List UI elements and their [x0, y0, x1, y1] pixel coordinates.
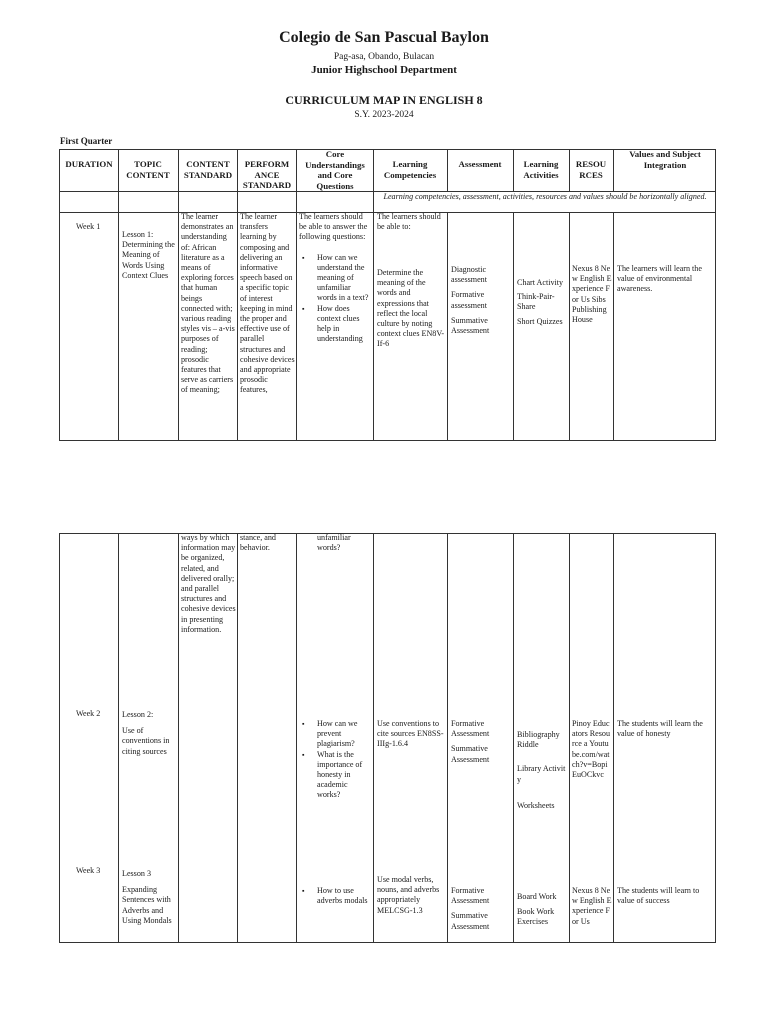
week3-core [299, 886, 371, 906]
week2-core-question: ▪ How can we prevent plagiarism? [299, 719, 371, 750]
week2-activity-item: Library Activity [517, 764, 566, 784]
col-header-core: Core Understandings and Core Questions [305, 149, 365, 191]
week1-assessment-item: Formative assessment [451, 290, 487, 310]
week2-resources: Pinoy Educators Resource a Youtube.com/watch?v=BopiEuOCkvc [572, 719, 610, 780]
week1-activity-item: Short Quizzes [517, 316, 563, 326]
week2-core-question: ▪ What is the importance of honesty in academic works? [299, 750, 371, 801]
cont-performance-standard: stance, and behavior. [240, 533, 276, 553]
week1-assessment-item: Diagnostic assessment [451, 265, 487, 285]
week2-assessment-item: Summative Assessment [451, 744, 490, 764]
week2-activity-item: Bibliography Riddle [517, 730, 560, 750]
week2-topic [122, 710, 176, 757]
week1-activity-item: Chart Activity [517, 278, 564, 287]
week3-competency: Use modal verbs, nouns, and adverbs appropriately MELCSG-1.3 [377, 875, 440, 915]
week1-competency: Determine the meaning of the words and expressions that reflect the local culture by noting context clues EN8V-If-6 [377, 268, 445, 349]
week2-duration: Week 2 [76, 709, 101, 718]
week1-core-question: ▪ How can we understand the meaning of unfamiliar words in a text? [299, 253, 371, 304]
col-header-activities: Learning Activities [523, 159, 559, 180]
week2-core [299, 719, 371, 801]
school-name: Colegio de San Pascual Baylon [279, 29, 489, 46]
week1-resources: Nexus 8 New English Experience For Us Sibs Publishing House [572, 264, 612, 325]
quarter-label: First Quarter [60, 136, 113, 146]
week1-values: The learners will learn the value of environmental awareness. [617, 264, 702, 294]
week3-topic [122, 869, 176, 926]
week1-topic: Lesson 1: Determining the Meaning of Words Using Context Clues [122, 230, 175, 280]
week2-activities [517, 730, 567, 811]
col-header-duration: DURATION [65, 159, 113, 169]
col-header-values: Values and Subject Integration [629, 149, 701, 170]
col-header-content-standard: CONTENT STANDARD [183, 159, 233, 180]
department: Junior Highschool Department [311, 64, 457, 76]
week2-activity-item: Worksheets [517, 800, 555, 810]
week3-assessment-item: Formative Assessment [451, 886, 490, 906]
week3-activity-item: Book Work Exercises [517, 907, 555, 927]
col-header-assessment: Assessment [458, 159, 502, 169]
week3-core-question: ▪ How to use adverbs modals [299, 886, 371, 906]
week1-assessment [451, 265, 511, 336]
week2-competency: Use conventions to cite sources EN8SS-IIIg-1.6.4 [377, 719, 444, 749]
col-header-resources: RESOU RCES [575, 159, 607, 180]
col-header-performance-standard: PERFORM ANCE STANDARD [242, 159, 292, 190]
week1-core-question: ▪ How does context clues help in understanding [299, 304, 371, 345]
week3-resources: Nexus 8 New English Experience For Us [572, 886, 612, 926]
cont-content-standard: ways by which information may be organized, related, and delivered orally; and parallel structures and cohesive devices in presenting information. [181, 533, 236, 634]
week1-content-standard: The learner demonstrates an understanding of: African literature as a means of exploring forces that human beings connected with; various reading styles vis – a-vis purposes of reading; prosodic features that serve as carriers of meaning; [181, 212, 235, 395]
week2-values: The students will learn the value of honesty [617, 719, 703, 739]
week1-performance-standard: The learner transfers learning by composing and delivering an informative speech based on a specific topic of interest keeping in mind the proper and effective use of parallel structures and cohesive devices and appropriate prosodic features, [240, 212, 295, 395]
col-header-competencies: Learning Competencies [383, 159, 437, 180]
week3-activity-item: Board Work [517, 892, 557, 901]
week1-core [299, 212, 371, 344]
school-year: S.Y. 2023-2024 [354, 110, 414, 120]
week3-duration: Week 3 [76, 866, 101, 875]
week3-topic-title: Lesson 3 [122, 869, 151, 878]
week2-topic-title: Lesson 2: [122, 710, 154, 719]
week1-comp-intro: The learners should be able to: [377, 212, 441, 232]
cont-core: unfamiliar words? [317, 533, 351, 553]
week1-duration: Week 1 [76, 222, 101, 231]
school-address: Pag-asa, Obando, Bulacan [333, 52, 435, 62]
week3-values: The students will learn to value of success [617, 886, 700, 906]
week3-topic-text: Expanding Sentences with Adverbs and Using Mondals [122, 885, 172, 925]
week3-assessment-item: Summative Assessment [451, 911, 490, 931]
week3-assessment [451, 886, 511, 932]
week1-assessment-item: Summative Assessment [451, 315, 490, 336]
week1-core-intro: The learners should be able to answer the following questions: [299, 212, 368, 242]
document-title: CURRICULUM MAP IN ENGLISH 8 [285, 93, 483, 107]
week1-activity-item: Think-Pair-Share [517, 292, 555, 312]
col-header-topic: TOPIC CONTENT [126, 159, 170, 180]
week1-activities [517, 278, 567, 327]
alignment-note: Learning competencies, assessment, activities, resources and values should be horizontally aligned. [383, 192, 707, 201]
week2-topic-text: Use of conventions in citing sources [122, 726, 170, 756]
week3-activities [517, 892, 567, 928]
week2-assessment [451, 719, 511, 765]
week2-assessment-item: Formative Assessment [451, 719, 490, 739]
